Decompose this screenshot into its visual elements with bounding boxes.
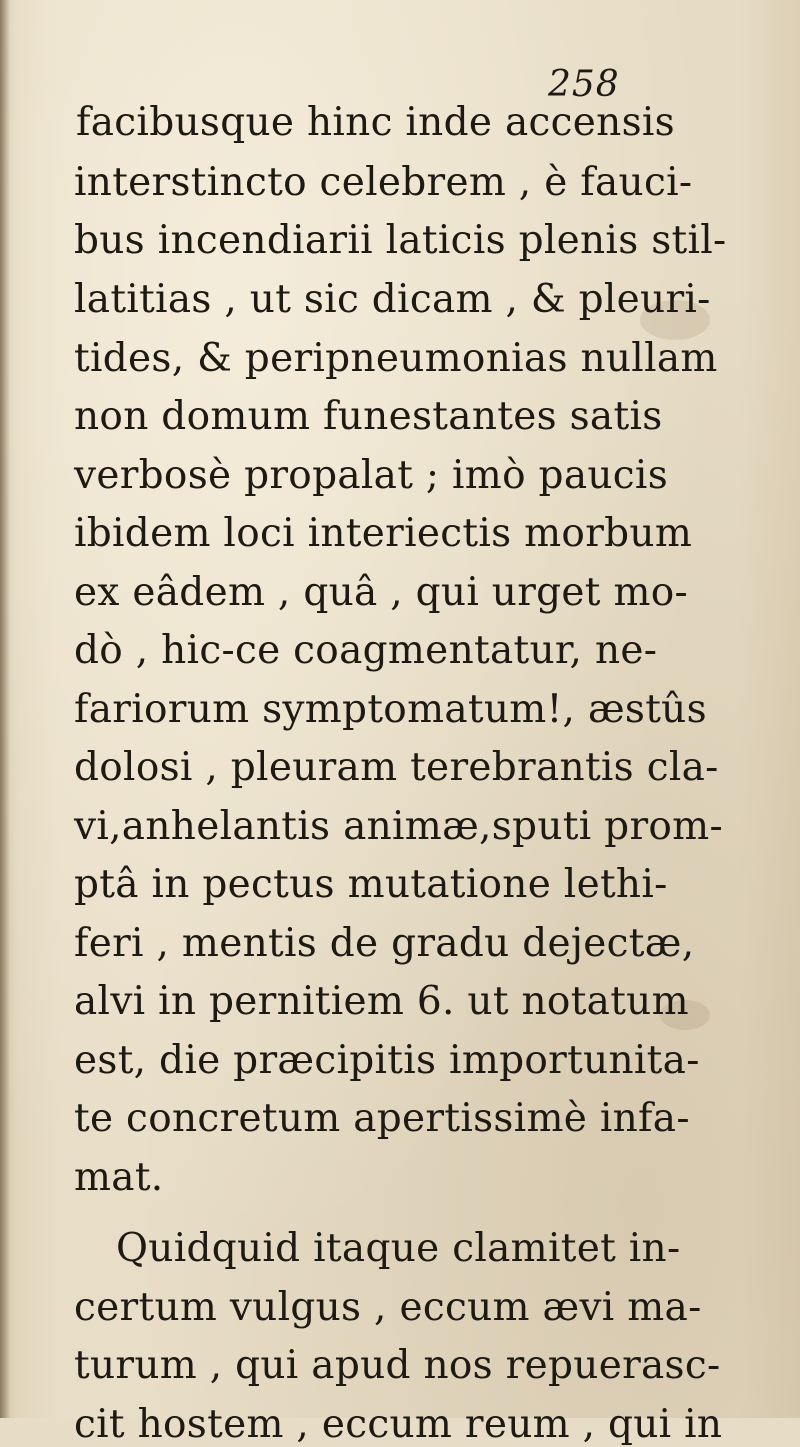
text-line: turum , qui apud nos repuerasc- (74, 1343, 721, 1388)
text-line: cit hostem , eccum reum , qui in (74, 1402, 723, 1447)
text-line: mat. (74, 1155, 164, 1200)
text-line: verbosè propalat ; imò paucis (74, 453, 669, 498)
text-line: ibidem loci interiectis morbum (74, 511, 693, 556)
text-line: certum vulgus , eccum ævi ma- (74, 1285, 702, 1330)
text-line: feri , mentis de gradu dejectæ, (74, 921, 695, 966)
text-line: dolosi , pleuram terebrantis cla- (74, 745, 719, 790)
text-line: interstincto celebrem , è fauci- (74, 160, 693, 205)
text-line: fariorum symptomatum!, æstûs (74, 687, 707, 732)
text-line: te concretum apertissimè infa- (74, 1096, 690, 1141)
text-line: bus incendiarii laticis plenis stil- (74, 218, 727, 263)
text-line: facibusque hinc inde accensis (76, 100, 675, 145)
text-line: ptâ in pectus mutatione lethi- (74, 862, 668, 907)
text-line: vi,anhelantis animæ,sputi prom- (74, 804, 723, 849)
text-line: dò , hic-ce coagmentatur, ne- (74, 628, 658, 673)
text-line: ex eâdem , quâ , qui urget mo- (74, 570, 689, 615)
text-line: tides, & peripneumonias nullam (74, 336, 718, 381)
text-line: alvi in pernitiem 6. ut notatum (74, 979, 689, 1024)
page-number: 258 (548, 64, 620, 105)
spine-shadow (0, 0, 10, 1418)
text-line: non domum funestantes satis (74, 394, 663, 439)
text-line: Quidquid itaque clamitet in- (116, 1226, 681, 1271)
text-line: latitias , ut sic dicam , & pleuri- (74, 277, 711, 322)
text-line: est, die præcipitis importunita- (74, 1038, 700, 1083)
